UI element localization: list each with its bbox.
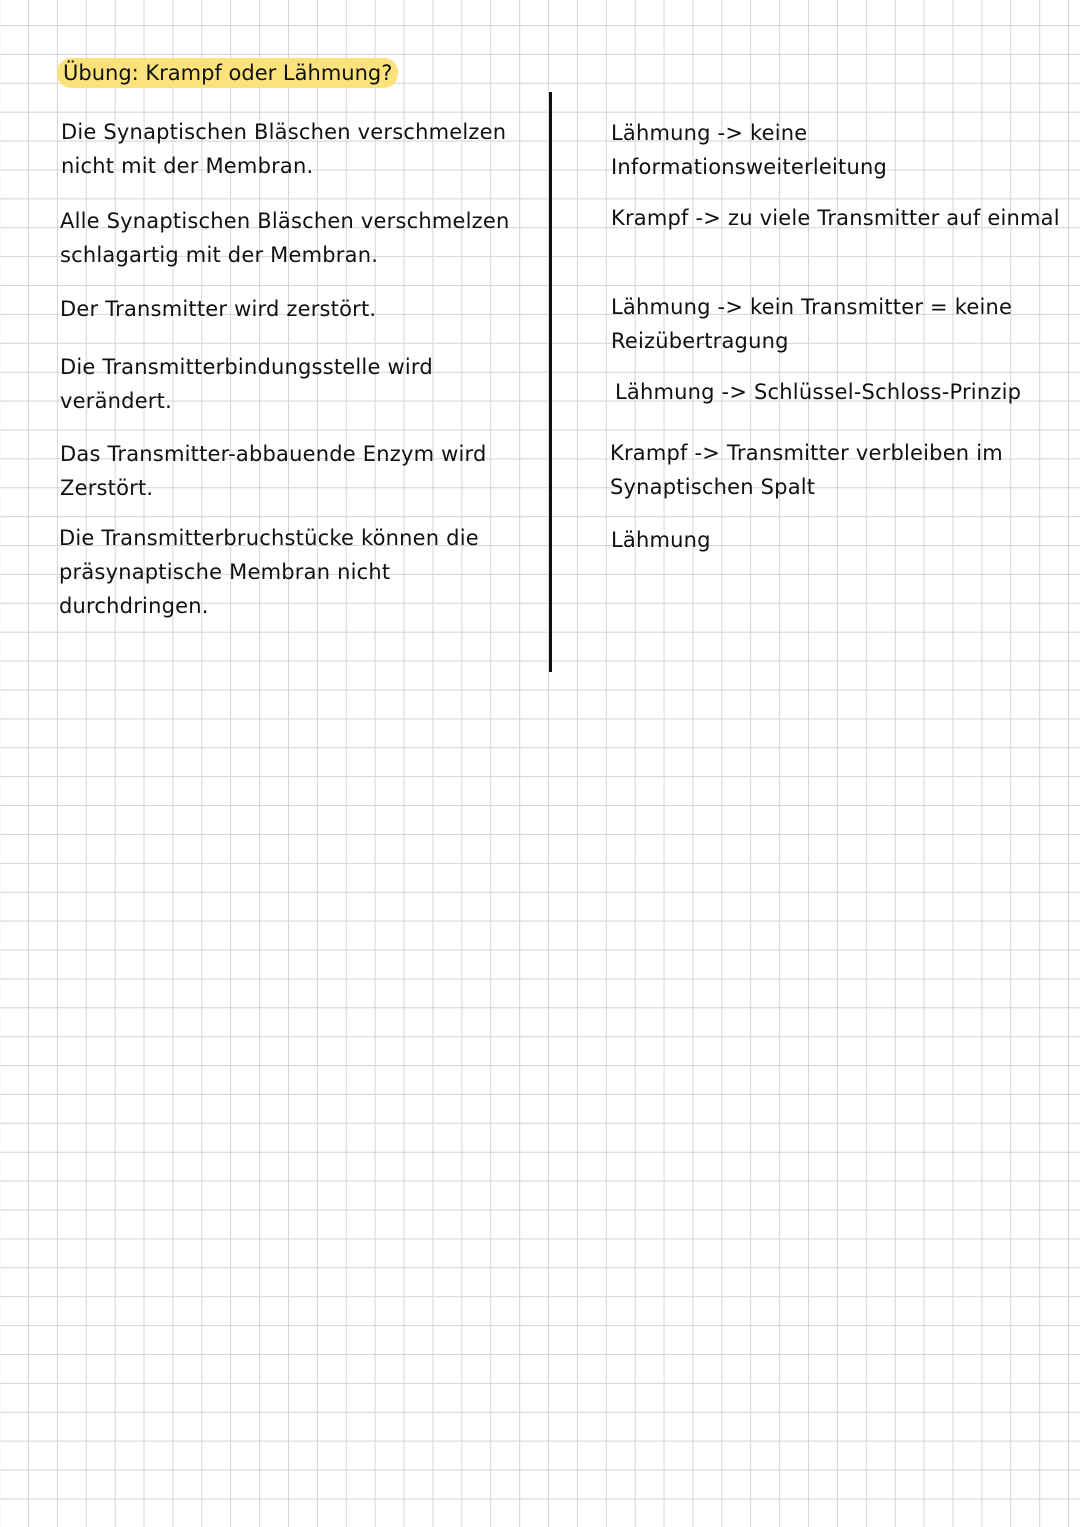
answer-4: Lähmung -> Schlüssel-Schloss-Prinzip bbox=[615, 380, 1022, 404]
answer-6: Lähmung bbox=[611, 528, 711, 552]
answer-3: Lähmung -> kein Transmitter = keine Reizübertragung bbox=[611, 295, 1013, 353]
question-4: Die Transmitterbindungsstelle wird verändert. bbox=[60, 355, 433, 413]
answer-2: Krampf -> zu viele Transmitter auf einmal bbox=[611, 206, 1060, 230]
answer-1: Lähmung -> keine Informationsweiterleitung bbox=[611, 121, 887, 179]
column-divider bbox=[549, 92, 552, 672]
question-1: Die Synaptischen Bläschen verschmelzen nicht mit der Membran. bbox=[61, 120, 507, 178]
page-title: Übung: Krampf oder Lähmung? bbox=[57, 58, 398, 88]
question-5: Das Transmitter-abbauende Enzym wird Zerstört. bbox=[60, 442, 487, 500]
question-2: Alle Synaptischen Bläschen verschmelzen schlagartig mit der Membran. bbox=[60, 209, 510, 267]
question-6: Die Transmitterbruchstücke können die präsynaptische Membran nicht durchdringen. bbox=[59, 526, 479, 618]
question-3: Der Transmitter wird zerstört. bbox=[60, 297, 377, 321]
answer-5: Krampf -> Transmitter verbleiben im Synaptischen Spalt bbox=[610, 441, 1003, 499]
